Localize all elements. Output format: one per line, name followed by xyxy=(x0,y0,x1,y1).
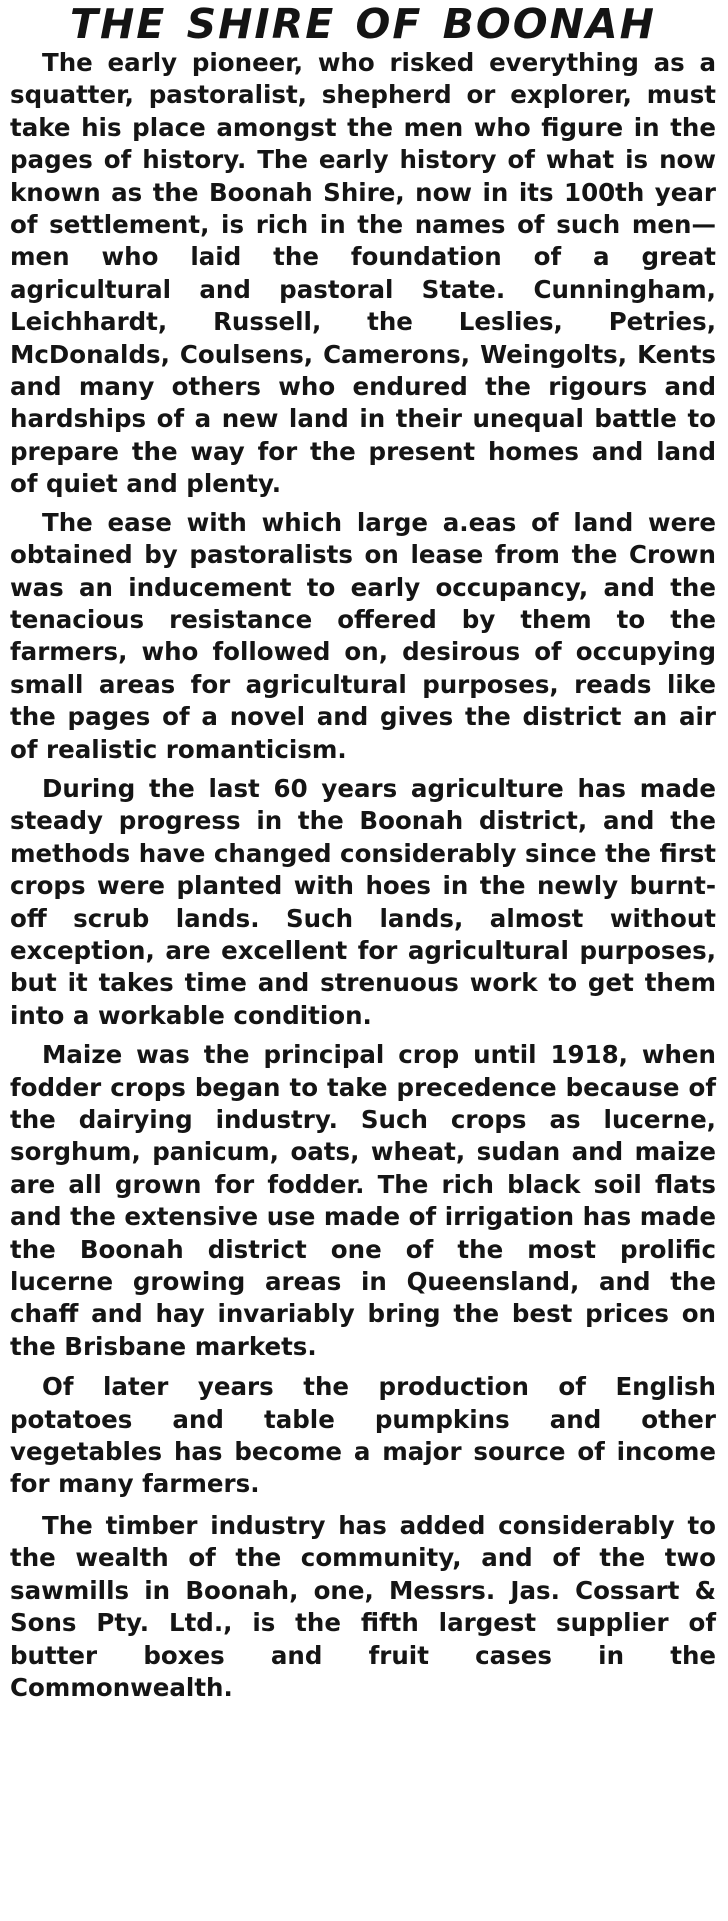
article-body xyxy=(10,47,716,1704)
article-title: THE SHIRE OF BOONAH xyxy=(70,0,656,48)
article-paragraph: The early pioneer, who risked everything as a squatter, pastoralist, shepherd or explorer, must take his place amongst the men who figure in the pages of history. The early history of what is now known as the Boonah Shire, now in its 100th year of settlement, is rich in the names of such men—men who laid the foundation of a great agricultural and pastoral State. Cunningham, Leichhardt, Russell, the Leslies, Petries, McDonalds, Coulsens, Camerons, Weingolts, Kents and many others who endured the rigours and hardships of a new land in their unequal battle to prepare the way for the present homes and land of quiet and plenty. xyxy=(10,48,716,499)
article-paragraph: Of later years the production of English potatoes and table pumpkins and other vegetables has become a major source of income for many farmers. xyxy=(10,1372,716,1499)
article-paragraph: The ease with which large a.eas of land were obtained by pastoralists on lease from the Crown was an inducement to early occupancy, and the tenacious resistance offered by them to the farmers, who followed on, desirous of occupying small areas for agricultural purposes, reads like the pages of a novel and gives the district an air of realistic romanticism. xyxy=(10,507,716,764)
article-paragraph: During the last 60 years agriculture has made steady progress in the Boonah district, and the methods have changed considerably since the first crops were planted with hoes in the newly burnt-off scrub lands. Such lands, almost without exception, are excellent for agricultural purposes, but it takes time and strenuous work to get them into a workable condition. xyxy=(10,773,716,1030)
article-paragraph: Maize was the principal crop until 1918, when fodder crops began to take precedence because of the dairying industry. Such crops as lucerne, sorghum, panicum, oats, wheat, sudan and maize are all grown for fodder. The rich black soil flats and the extensive use made of irrigation has made the Boonah district one of the most prolific lucerne growing areas in Queensland, and the chaff and hay invariably bring the best prices on the Brisbane markets. xyxy=(10,1040,716,1361)
article-paragraph: The timber industry has added considerably to the wealth of the community, and of the two sawmills in Boonah, one, Messrs. Jas. Cossart & Sons Pty. Ltd., is the fifth largest supplier of butter boxes and fruit cases in the Commonwealth. xyxy=(10,1510,716,1702)
